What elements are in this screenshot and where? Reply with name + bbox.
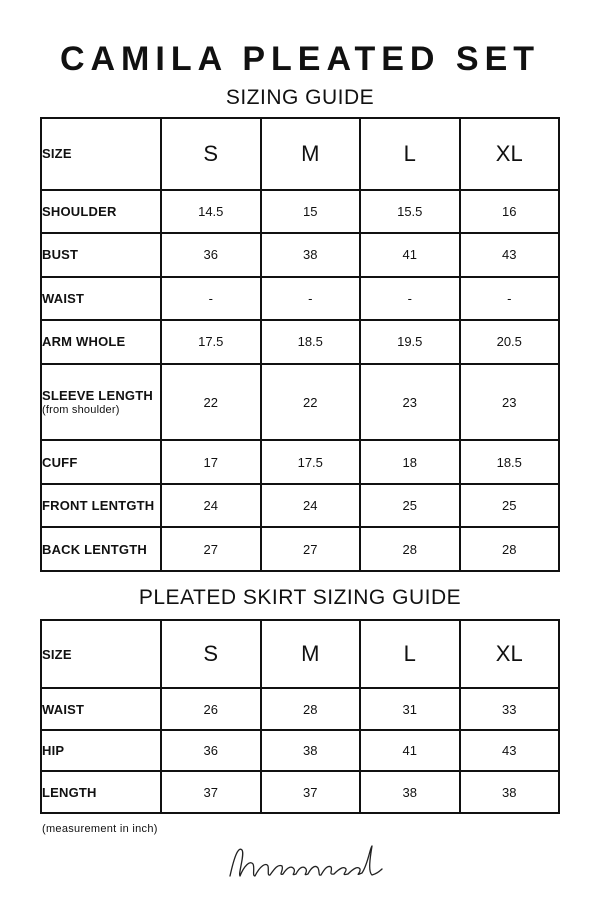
page-title: CAMILA PLEATED SET	[59, 40, 541, 78]
table-cell: 28	[261, 688, 361, 730]
table-cell: 43	[460, 233, 560, 277]
table-cell: 17.5	[161, 320, 261, 364]
table-cell: 36	[161, 233, 261, 277]
header-cell: SIZE	[41, 118, 161, 190]
table-cell: 28	[360, 527, 460, 571]
table-row	[41, 190, 559, 234]
header-cell: L	[360, 118, 460, 190]
header-cell: M	[261, 620, 361, 688]
table-header-row	[41, 118, 559, 190]
table-row	[41, 484, 559, 528]
row-label-subnote: (from shoulder)	[42, 404, 120, 417]
table-cell: 43	[460, 730, 560, 772]
table-cell: 18.5	[460, 440, 560, 484]
table-cell: 41	[360, 233, 460, 277]
table-cell: 38	[460, 771, 560, 813]
table-cell: -	[460, 277, 560, 321]
table-cell: 24	[261, 484, 361, 528]
table-cell: 22	[161, 364, 261, 441]
table-cell: 22	[261, 364, 361, 441]
table-cell: 36	[161, 730, 261, 772]
row-label: BUST	[41, 233, 161, 277]
table-cell: 38	[261, 730, 361, 772]
measurement-note: (measurement in inch)	[42, 823, 158, 835]
table-row	[41, 771, 559, 813]
row-label: SHOULDER	[41, 190, 161, 234]
table-row	[41, 277, 559, 321]
row-label	[41, 364, 161, 441]
table-row	[41, 364, 559, 441]
row-label: BACK LENTGTH	[41, 527, 161, 571]
header-cell: L	[360, 620, 460, 688]
table-header-row	[41, 620, 559, 688]
table-cell: 37	[161, 771, 261, 813]
header-cell: XL	[460, 118, 560, 190]
header-cell: M	[261, 118, 361, 190]
sizing-guide-subtitle: SIZING GUIDE	[225, 86, 375, 109]
table-cell: 15	[261, 190, 361, 234]
table-cell: 27	[261, 527, 361, 571]
table-cell: 23	[460, 364, 560, 441]
table-cell: 33	[460, 688, 560, 730]
table-cell: 19.5	[360, 320, 460, 364]
table-row	[41, 320, 559, 364]
table-cell: -	[261, 277, 361, 321]
table-cell: 15.5	[360, 190, 460, 234]
table-row	[41, 688, 559, 730]
table-cell: 28	[460, 527, 560, 571]
table-cell: 14.5	[161, 190, 261, 234]
row-label-text: SLEEVE LENGTH	[42, 388, 153, 404]
table-cell: 26	[161, 688, 261, 730]
table-cell: 37	[261, 771, 361, 813]
table-cell: 23	[360, 364, 460, 441]
table-cell: 38	[360, 771, 460, 813]
table-cell: 20.5	[460, 320, 560, 364]
table-row	[41, 527, 559, 571]
table-cell: -	[161, 277, 261, 321]
table-cell: 17.5	[261, 440, 361, 484]
row-label: HIP	[41, 730, 161, 772]
row-label: LENGTH	[41, 771, 161, 813]
table-cell: 38	[261, 233, 361, 277]
table-cell: 17	[161, 440, 261, 484]
table-cell: 25	[360, 484, 460, 528]
table-cell: 16	[460, 190, 560, 234]
row-label: ARM WHOLE	[41, 320, 161, 364]
table-row	[41, 440, 559, 484]
table-cell: 27	[161, 527, 261, 571]
header-cell: SIZE	[41, 620, 161, 688]
row-label: WAIST	[41, 688, 161, 730]
table-cell: 18	[360, 440, 460, 484]
table-cell: 25	[460, 484, 560, 528]
header-cell: S	[161, 118, 261, 190]
table-cell: 24	[161, 484, 261, 528]
table-cell: 41	[360, 730, 460, 772]
row-label: CUFF	[41, 440, 161, 484]
header-cell: S	[161, 620, 261, 688]
table-cell: -	[360, 277, 460, 321]
table-cell: 31	[360, 688, 460, 730]
brand-signature-logo	[220, 838, 390, 888]
row-label: FRONT LENTGTH	[41, 484, 161, 528]
row-label: WAIST	[41, 277, 161, 321]
skirt-guide-subtitle: PLEATED SKIRT SIZING GUIDE	[138, 586, 462, 609]
table-cell: 18.5	[261, 320, 361, 364]
top-sizing-table	[40, 117, 560, 572]
skirt-sizing-table	[40, 619, 560, 814]
table-row	[41, 730, 559, 772]
table-row	[41, 233, 559, 277]
header-cell: XL	[460, 620, 560, 688]
